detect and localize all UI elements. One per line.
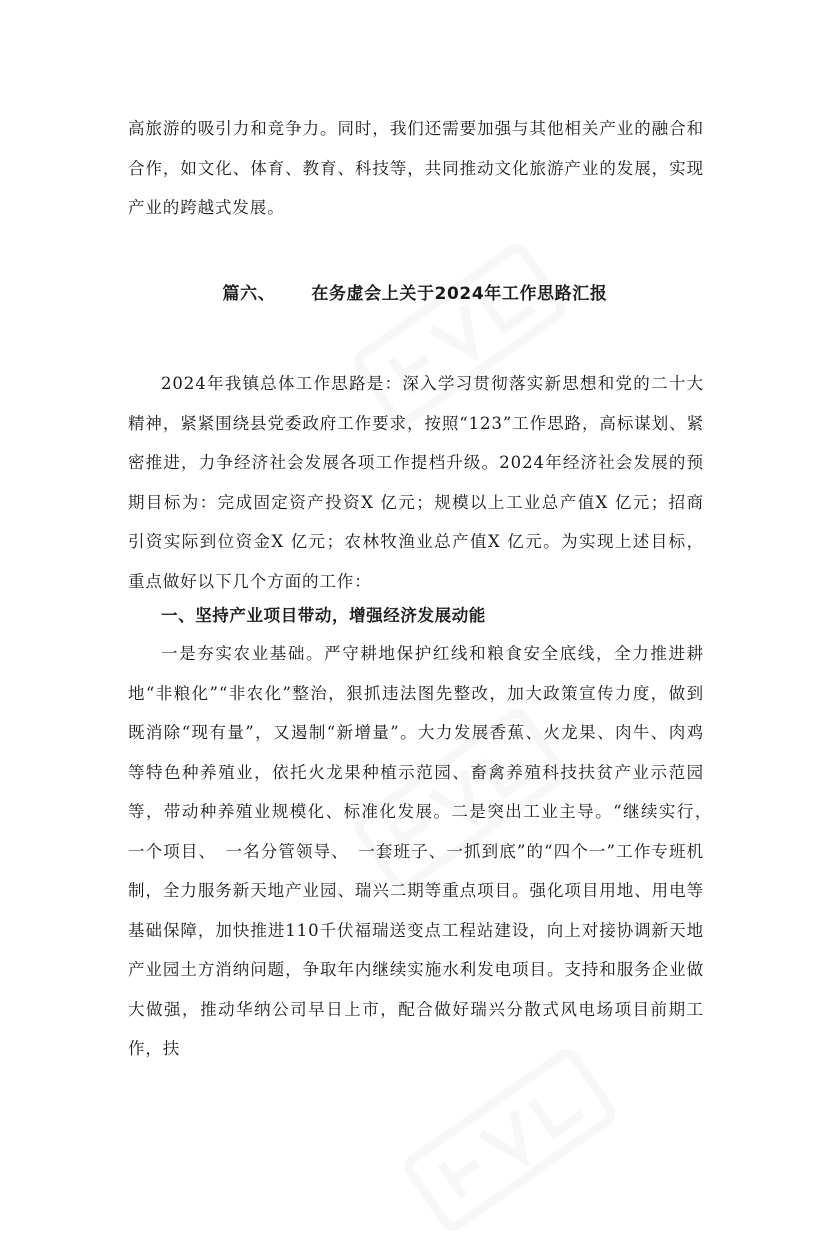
section-label: 篇六、 — [222, 284, 276, 304]
main-paragraph: 2024年我镇总体工作思路是：深入学习贯彻落实新思想和党的二十大精神，紧紧围绕县党委政府工作要求，按照“123”工作思路，高标谋划、紧密推进，力争经济社会发展各项工作提档升级。2024年经济社会发展的预期目标为：完成固定资产投资X 亿元；规模以上工业总产值X 亿元；招商引资实际到位资金X 亿元；农林牧渔业总产值X 亿元。为实现上述目标，重点做好以下几个方面的工作： — [128, 374, 704, 591]
section-heading — [0, 279, 830, 304]
intro-paragraph: 高旅游的吸引力和竞争力。同时，我们还需要加强与其他相关产业的融合和合作，如文化、体育、教育、科技等，共同推动文化旅游产业的发展，实现产业的跨越式发展。 — [128, 119, 704, 217]
section-title: 在务虚会上关于2024年工作思路汇报 — [311, 284, 608, 304]
body-paragraph: 一是夯实农业基础。严守耕地保护红线和粮食安全底线，全力推进耕地“非粮化”“非农化”整治，狠抓违法图先整改，加大政策宣传力度，做到既消除“现有量”，又遏制“新增量”。大力发展香蕉、火龙果、肉牛、肉鸡等特色种养殖业，依托火龙果种植示范园、畜禽养殖科技扶贫产业示范园等，带动种养殖业规模化、标准化发展。二是突出工业主导。“继续实行， 一个项目、 一名分管领导、 一套班子、一抓到底”的“四个一”工作专班机制，全力服务新天地产业园、瑞兴二期等重点项目。强化项目用地、用电等基础保障，加快推进110千伏福瑞送变点工程站建设，向上对接协调新天地产业园土方消纳问题，争取年内继续实施水利发电项目。支持和服务企业做大做强，推动华纳公司早日上市，配合做好瑞兴分散式风电场项目前期工作，扶 — [128, 644, 722, 1058]
subheading: 一、坚持产业项目带动，增强经济发展动能 — [161, 606, 486, 625]
watermark-stamp-icon — [380, 1040, 640, 1240]
